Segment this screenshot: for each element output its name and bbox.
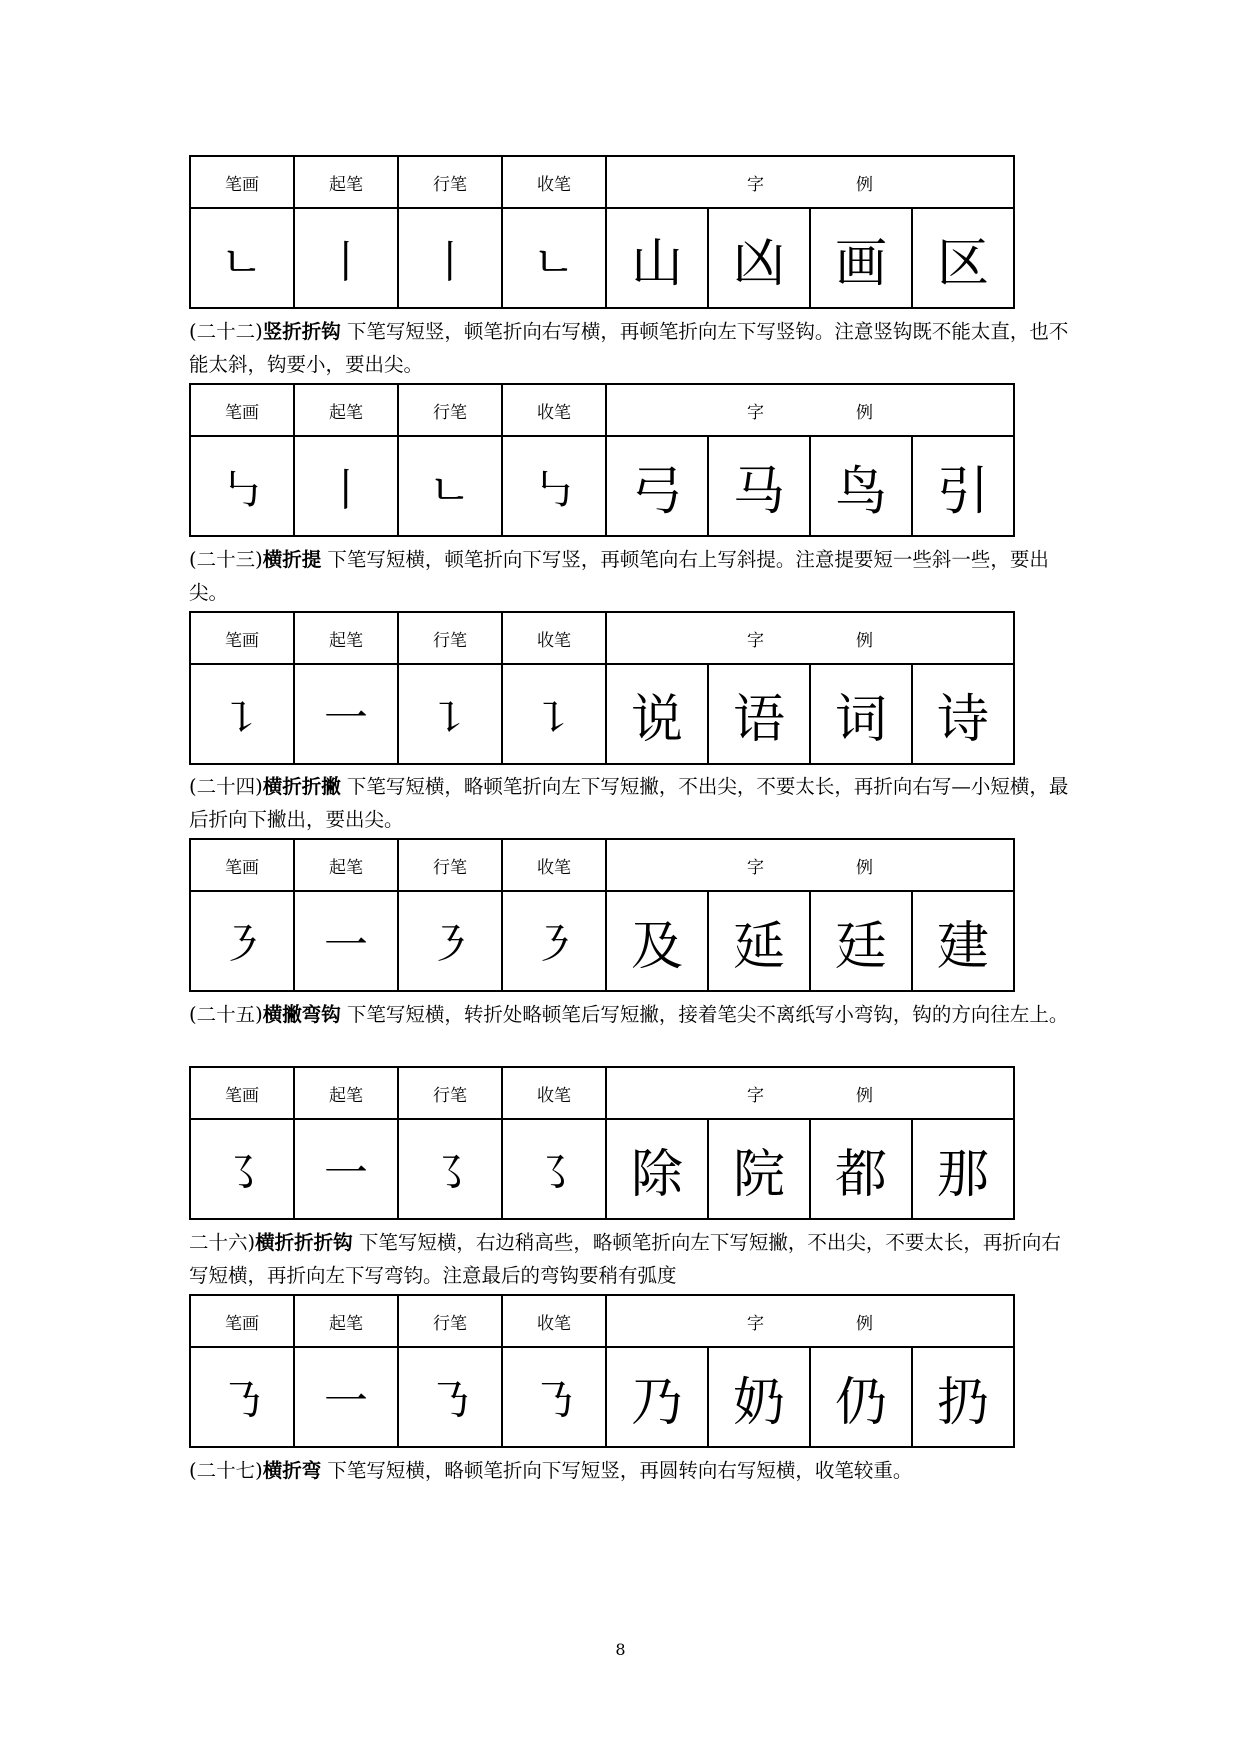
- description-4: (二十五)横撇弯钩 下笔写短横，转折处略顿笔后写短撇，接着笔尖不离纸写小弯钩，钩的方向往左上。: [189, 1003, 1069, 1026]
- header-middle: 行笔: [398, 384, 502, 436]
- header-stroke: 笔画: [190, 384, 294, 436]
- header-end: 收笔: [502, 1067, 606, 1119]
- header-middle: 行笔: [398, 839, 502, 891]
- stroke-table-2: [189, 383, 1015, 537]
- header-start: 起笔: [294, 1295, 398, 1347]
- header-end: 收笔: [502, 612, 606, 664]
- description-5: 二十六)横折折折钩 下笔写短横，右边稍高些，略顿笔折向左下写短撇，不出尖，不要太长，再折向右写短横，再折向左下写弯钧。注意最后的弯钩要稍有弧度: [189, 1231, 1061, 1287]
- header-middle: 行笔: [398, 612, 502, 664]
- header-stroke: 笔画: [190, 612, 294, 664]
- header-middle: 行笔: [398, 1295, 502, 1347]
- stroke-table-6: [189, 1294, 1015, 1448]
- end-cell: ㇋: [502, 891, 606, 991]
- header-middle: 行笔: [398, 1067, 502, 1119]
- middle-cell: 丨: [398, 208, 502, 308]
- header-examples: 字 例: [606, 384, 1014, 436]
- example-char: 词: [810, 664, 912, 764]
- example-char: 仍: [810, 1347, 912, 1447]
- end-cell: ㇉: [502, 436, 606, 536]
- header-examples: 字 例: [606, 1067, 1014, 1119]
- middle-cell: ㇌: [398, 1119, 502, 1219]
- header-examples: 字 例: [606, 156, 1014, 208]
- example-char: 扔: [912, 1347, 1014, 1447]
- stroke-cell: ㇋: [190, 891, 294, 991]
- stroke-cell: ㇉: [190, 436, 294, 536]
- header-stroke: 笔画: [190, 1295, 294, 1347]
- start-cell: 一: [294, 1347, 398, 1447]
- example-char: 画: [810, 208, 912, 308]
- example-char: 引: [912, 436, 1014, 536]
- example-char: 区: [912, 208, 1014, 308]
- end-cell: ㄴ: [502, 208, 606, 308]
- header-start: 起笔: [294, 156, 398, 208]
- stroke-cell: ㇡: [190, 1347, 294, 1447]
- page-number: 8: [615, 1640, 626, 1659]
- example-char: 及: [606, 891, 708, 991]
- start-cell: 一: [294, 664, 398, 764]
- header-start: 起笔: [294, 384, 398, 436]
- header-start: 起笔: [294, 1067, 398, 1119]
- example-char: 鸟: [810, 436, 912, 536]
- start-cell: 一: [294, 891, 398, 991]
- header-start: 起笔: [294, 839, 398, 891]
- header-start: 起笔: [294, 612, 398, 664]
- header-stroke: 笔画: [190, 839, 294, 891]
- header-middle: 行笔: [398, 156, 502, 208]
- header-end: 收笔: [502, 156, 606, 208]
- stroke-table-5: [189, 1066, 1015, 1220]
- description-2: (二十三)横折提 下笔写短横，顿笔折向下写竖，再顿笔向右上写斜提。注意提要短一些斜一些，要出尖。: [189, 548, 1049, 604]
- stroke-table-4: [189, 838, 1015, 992]
- example-char: 说: [606, 664, 708, 764]
- end-cell: ㇡: [502, 1347, 606, 1447]
- description-1: (二十二)竖折折钩 下笔写短竖，顿笔折向右写横，再顿笔折向左下写竖钩。注意竖钩既不能太直，也不能太斜，钩要小，要出尖。: [189, 320, 1069, 376]
- example-char: 凶: [708, 208, 810, 308]
- example-char: 廷: [810, 891, 912, 991]
- example-char: 除: [606, 1119, 708, 1219]
- header-examples: 字 例: [606, 1295, 1014, 1347]
- example-char: 奶: [708, 1347, 810, 1447]
- middle-cell: ㇋: [398, 891, 502, 991]
- example-char: 延: [708, 891, 810, 991]
- header-end: 收笔: [502, 839, 606, 891]
- start-cell: 一: [294, 1119, 398, 1219]
- middle-cell: ㇡: [398, 1347, 502, 1447]
- middle-cell: ㇊: [398, 664, 502, 764]
- stroke-table-1: [189, 155, 1015, 309]
- header-stroke: 笔画: [190, 156, 294, 208]
- end-cell: ㇌: [502, 1119, 606, 1219]
- start-cell: 丨: [294, 208, 398, 308]
- example-char: 乃: [606, 1347, 708, 1447]
- example-char: 那: [912, 1119, 1014, 1219]
- description-6: (二十七)横折弯 下笔写短横，略顿笔折向下写短竖，再圆转向右写短横，收笔较重。: [189, 1459, 913, 1482]
- header-examples: 字 例: [606, 612, 1014, 664]
- example-char: 建: [912, 891, 1014, 991]
- stroke-cell: ㇌: [190, 1119, 294, 1219]
- stroke-cell: ㄴ: [190, 208, 294, 308]
- stroke-cell: ㇊: [190, 664, 294, 764]
- description-3: (二十四)横折折撇 下笔写短横，略顿笔折向左下写短撇，不出尖，不要太长，再折向右写—小短横，最后折向下撇出，要出尖。: [189, 775, 1069, 831]
- header-end: 收笔: [502, 384, 606, 436]
- example-char: 诗: [912, 664, 1014, 764]
- header-end: 收笔: [502, 1295, 606, 1347]
- end-cell: ㇊: [502, 664, 606, 764]
- example-char: 山: [606, 208, 708, 308]
- stroke-table-3: [189, 611, 1015, 765]
- example-char: 弓: [606, 436, 708, 536]
- header-examples: 字 例: [606, 839, 1014, 891]
- header-stroke: 笔画: [190, 1067, 294, 1119]
- example-char: 马: [708, 436, 810, 536]
- example-char: 院: [708, 1119, 810, 1219]
- middle-cell: ㄴ: [398, 436, 502, 536]
- start-cell: 丨: [294, 436, 398, 536]
- example-char: 语: [708, 664, 810, 764]
- example-char: 都: [810, 1119, 912, 1219]
